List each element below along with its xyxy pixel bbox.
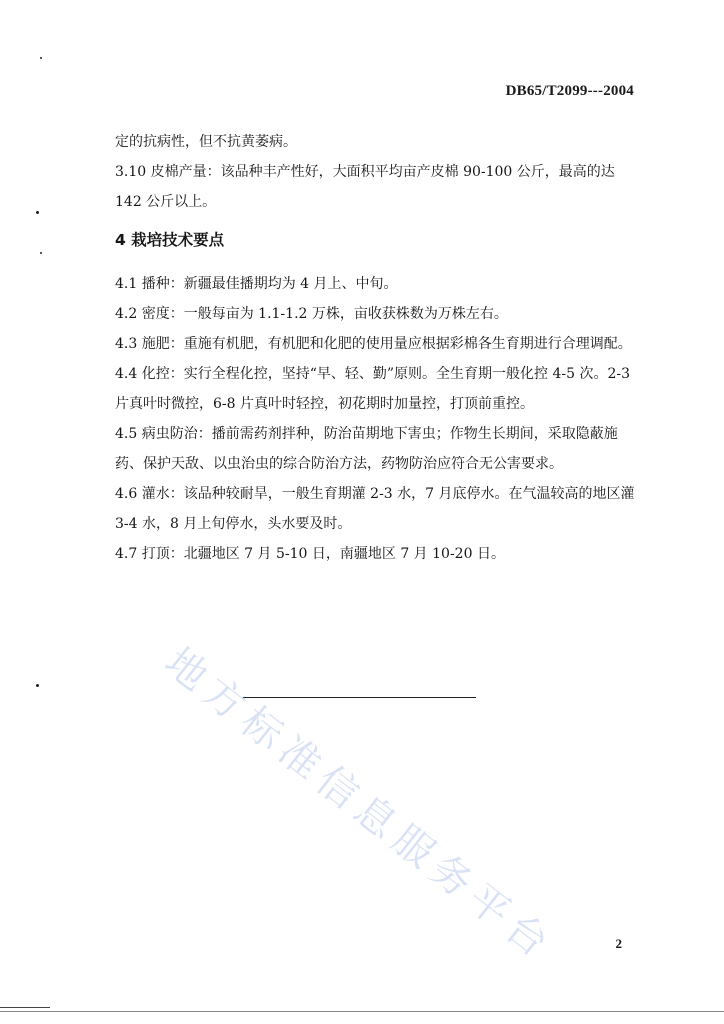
scan-edge-line	[0, 1007, 50, 1008]
section-4-items	[115, 269, 635, 569]
scan-speck	[36, 211, 39, 214]
item-4-3-fertilization: 4.3 施肥：重施有机肥，有机肥和化肥的使用量应根据彩棉各生育期进行合理调配。	[115, 336, 632, 352]
watermark-text: 地方标准信息服务平台	[156, 639, 563, 971]
item-4-1-sowing: 4.1 播种：新疆最佳播期均为 4 月上、中旬。	[115, 276, 398, 292]
paragraph-continuation: 定的抗病性，但不抗黄萎病。	[115, 134, 297, 150]
item-4-5-pest-control: 4.5 病虫防治：播前需药剂拌种，防治苗期地下害虫；作物生长期间，采取隐蔽施药、保护天敌、以虫治虫的综合防治方法，药物防治应符合无公害要求。	[115, 426, 618, 472]
item-4-2-density: 4.2 密度：一般每亩为 1.1-1.2 万株，亩收获株数为万株左右。	[115, 306, 508, 322]
scan-speck	[40, 57, 42, 59]
document-body	[115, 127, 635, 569]
scan-speck	[40, 252, 42, 254]
end-rule	[243, 697, 476, 698]
page-number: 2	[615, 936, 622, 951]
paragraph-3-10-lint-yield: 3.10 皮棉产量：该品种丰产性好，大面积平均亩产皮棉 90-100 公斤，最高的达 142 公斤以上。	[115, 164, 615, 210]
item-4-6-irrigation: 4.6 灌水：该品种较耐旱，一般生育期灌 2-3 水，7 月底停水。在气温较高的地区灌 3-4 水，8 月上旬停水，头水要及时。	[115, 486, 635, 532]
section-4-heading: 4 栽培技术要点	[115, 231, 225, 249]
document-code: DB65/T2099---2004	[505, 83, 634, 99]
item-4-4-chemical-control: 4.4 化控：实行全程化控，坚持“早、轻、勤”原则。全生育期一般化控 4-5 次。2-3 片真叶时微控，6-8 片真叶时轻控，初花期时加量控，打顶前重控。	[115, 366, 631, 412]
item-4-7-topping: 4.7 打顶：北疆地区 7 月 5-10 日，南疆地区 7 月 10-20 日。	[115, 546, 505, 562]
scan-edge-line	[0, 1011, 724, 1012]
scan-speck	[36, 684, 39, 687]
